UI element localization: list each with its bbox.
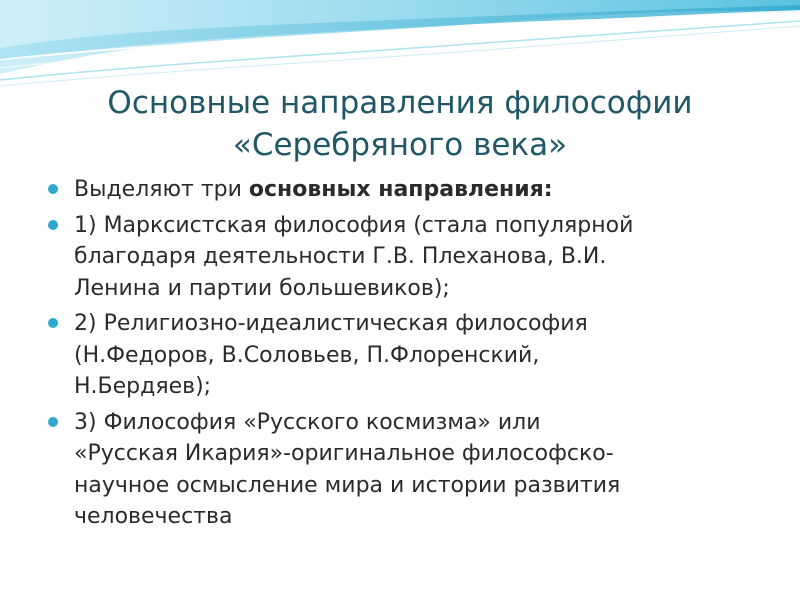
bullet-line: «Русская Икария»-оригинальное философско-	[74, 441, 614, 466]
bullet-list	[48, 174, 768, 537]
slide-title-line-1: Основные направления философии	[107, 85, 693, 121]
bullet-dot-icon	[48, 220, 58, 230]
bullet-dot-icon	[48, 417, 58, 427]
bullet-line: Н.Бердяев);	[74, 374, 212, 399]
bullet-line: научное осмысление мира и истории развития	[74, 472, 621, 498]
bullet-text-bold: основных направления:	[248, 177, 553, 202]
wave-header-decoration	[0, 0, 800, 90]
bullet-dot-icon	[48, 184, 58, 194]
bullet-text-regular: Выделяют три	[74, 177, 249, 202]
bullet-item-3	[48, 308, 768, 403]
slide-title	[40, 82, 760, 166]
bullet-line: благодаря деятельности Г.В. Плеханова, В.И.	[74, 244, 607, 269]
slide-title-line-2: «Серебряного века»	[232, 127, 568, 163]
bullet-line: человечества	[74, 504, 233, 529]
bullet-item-1	[48, 174, 768, 206]
bullet-item-4	[48, 407, 768, 533]
bullet-dot-icon	[48, 318, 58, 328]
bullet-line: 3) Философия «Русского космизма» или	[74, 409, 541, 435]
bullet-line	[74, 174, 768, 206]
bullet-item-2	[48, 210, 768, 305]
bullet-line: 2) Религиозно-идеалистическая философия	[74, 311, 588, 336]
bullet-line: (Н.Федоров, В.Соловьев, П.Флоренский,	[74, 342, 540, 368]
bullet-line: 1) Марксистская философия (стала популярной	[74, 212, 634, 238]
bullet-line: Ленина и партии большевиков);	[74, 275, 450, 301]
